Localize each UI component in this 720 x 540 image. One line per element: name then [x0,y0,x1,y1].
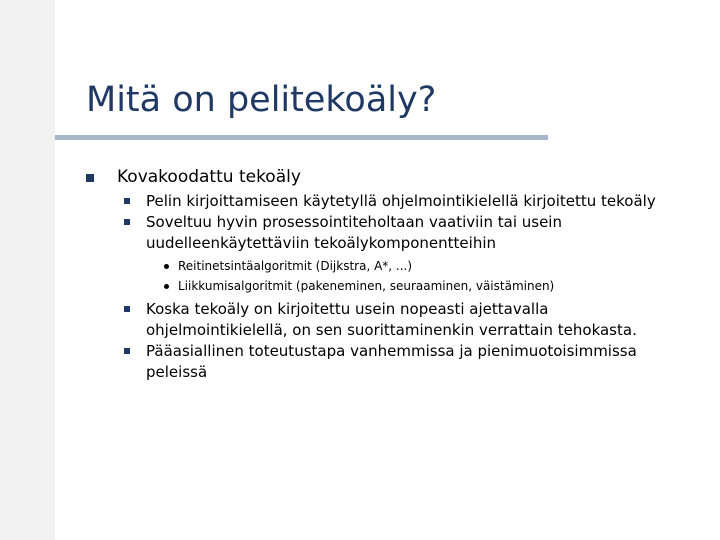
square-bullet-icon [124,306,130,312]
bullet-text-line2: ohjelmointikielellä, on sen suorittaminenkin verrattain tehokasta. [146,321,637,339]
square-bullet-icon [124,348,130,354]
bullet-text-line2: peleissä [146,363,208,381]
bullet-text-line1: Koska tekoäly on kirjoitettu usein nopeasti ajettavalla [146,300,549,318]
bullet-text-line1: Pääasiallinen toteutustapa vanhemmissa ja pienimuotoisimmissa [146,342,637,360]
bullet-text: Liikkumisalgoritmit (pakeneminen, seuraaminen, väistäminen) [178,279,555,293]
bullet-text: Kovakoodattu tekoäly [117,167,301,187]
dot-bullet-icon [164,264,169,269]
bullet-text: Pelin kirjoittamiseen käytetyllä ohjelmointikielellä kirjoitettu tekoäly [146,192,656,210]
slide-title: Mitä on pelitekoäly? [86,80,437,120]
dot-bullet-icon [164,284,169,289]
square-bullet-icon [86,174,94,182]
bullet-text-line1: Soveltuu hyvin prosessointiteholtaan vaativiin tai usein [146,213,562,231]
bullet-text-line2: uudelleenkäytettäviin tekoälykomponentteihin [146,234,497,252]
square-bullet-icon [124,198,130,204]
square-bullet-icon [124,219,130,225]
bullet-text: Reitinetsintäalgoritmit (Dijkstra, A*, ...) [178,259,413,273]
